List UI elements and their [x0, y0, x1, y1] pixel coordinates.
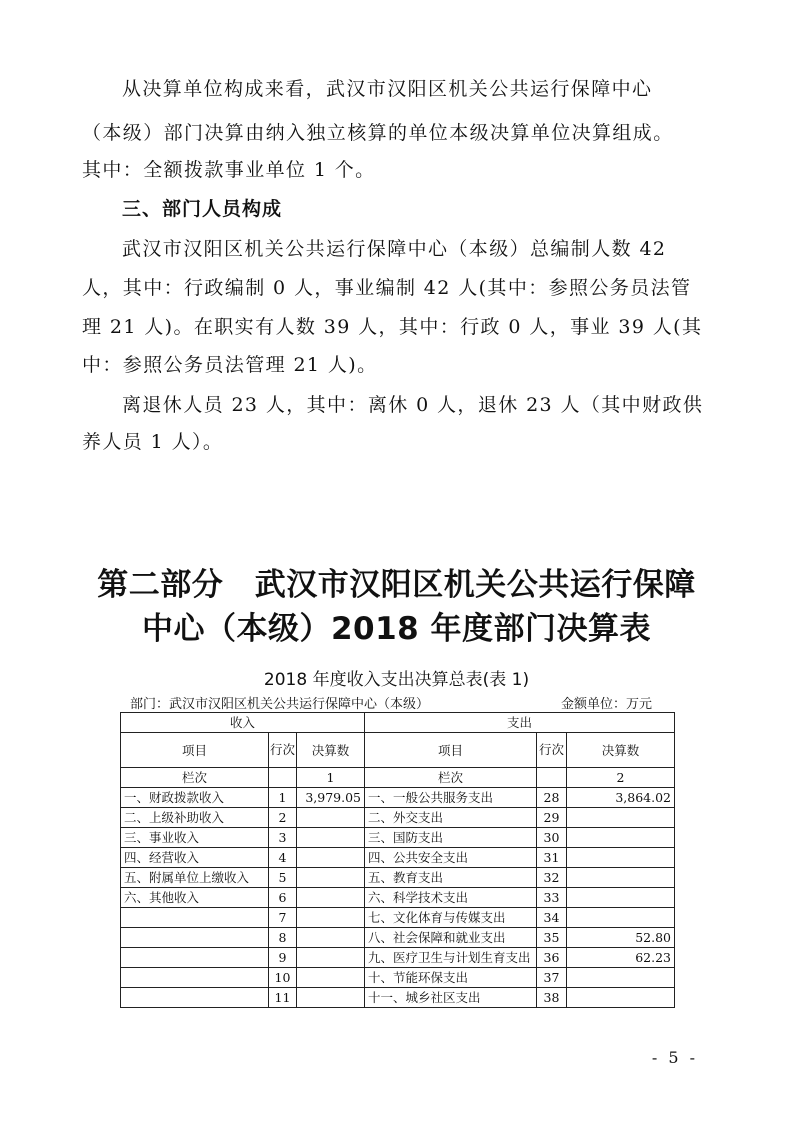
table-row	[121, 908, 675, 928]
expense-line-no: 38	[537, 988, 567, 1008]
income-item: 六、其他收入	[121, 888, 269, 908]
expense-item: 十一、城乡社区支出	[365, 988, 537, 1008]
table-row	[121, 988, 675, 1008]
income-item	[121, 928, 269, 948]
expense-amount: 52.80	[567, 928, 675, 948]
expense-amount	[567, 868, 675, 888]
col-line-header: 行次	[269, 733, 297, 768]
income-line-no: 3	[269, 828, 297, 848]
department-label: 部门：武汉市汉阳区机关公共运行保障中心（本级）	[130, 697, 430, 712]
table-header-row	[121, 713, 675, 733]
lanci-row	[121, 768, 675, 788]
income-expense-table	[120, 712, 675, 1008]
table-row	[121, 868, 675, 888]
table-row	[121, 788, 675, 808]
col-item-header: 项目	[365, 733, 537, 768]
expense-item: 二、外交支出	[365, 808, 537, 828]
table-row	[121, 828, 675, 848]
paragraph-line: 中：参照公务员法管理 21 人)。	[82, 354, 378, 376]
expense-amount	[567, 888, 675, 908]
expense-amount	[567, 848, 675, 868]
income-line-no: 6	[269, 888, 297, 908]
table-row	[121, 968, 675, 988]
expense-line-no: 34	[537, 908, 567, 928]
income-amount	[297, 808, 365, 828]
col-item-header: 项目	[121, 733, 269, 768]
expense-line-no: 36	[537, 948, 567, 968]
income-line-no: 10	[269, 968, 297, 988]
income-item	[121, 908, 269, 928]
expense-line-no: 28	[537, 788, 567, 808]
paragraph-line: 离退休人员 23 人，其中：离休 0 人，退休 23 人（其中财政供	[122, 394, 704, 416]
lanci-number: 1	[297, 768, 365, 788]
income-line-no: 11	[269, 988, 297, 1008]
income-amount: 3,979.05	[297, 788, 365, 808]
part-title-line2: 中心（本级）2018 年度部门决算表	[141, 611, 652, 647]
income-amount	[297, 908, 365, 928]
expense-amount: 62.23	[567, 948, 675, 968]
income-amount	[297, 988, 365, 1008]
expense-line-no: 33	[537, 888, 567, 908]
table-row	[121, 888, 675, 908]
table-row	[121, 948, 675, 968]
paragraph-line: 其中：全额拨款事业单位 1 个。	[82, 159, 376, 181]
lanci-number: 2	[567, 768, 675, 788]
table-row	[121, 928, 675, 948]
income-item: 一、财政拨款收入	[121, 788, 269, 808]
income-item: 三、事业收入	[121, 828, 269, 848]
table-row	[121, 808, 675, 828]
expense-amount	[567, 908, 675, 928]
paragraph-line: 理 21 人)。在职实有人数 39 人，其中：行政 0 人，事业 39 人(其	[82, 316, 703, 338]
expense-item: 三、国防支出	[365, 828, 537, 848]
expense-item: 七、文化体育与传媒支出	[365, 908, 537, 928]
expense-item: 一、一般公共服务支出	[365, 788, 537, 808]
expense-item: 六、科学技术支出	[365, 888, 537, 908]
lanci-label: 栏次	[121, 768, 269, 788]
expense-item: 十、节能环保支出	[365, 968, 537, 988]
col-amount-header: 决算数	[567, 733, 675, 768]
section-heading: 三、部门人员构成	[122, 198, 283, 220]
paragraph-line: 养人员 1 人）。	[82, 431, 224, 453]
expense-line-no: 35	[537, 928, 567, 948]
column-header-row	[121, 733, 675, 768]
income-amount	[297, 888, 365, 908]
income-line-no: 8	[269, 928, 297, 948]
income-line-no: 4	[269, 848, 297, 868]
paragraph-line: 从决算单位构成来看，武汉市汉阳区机关公共运行保障中心	[122, 78, 653, 100]
expense-amount	[567, 988, 675, 1008]
lanci-label: 栏次	[365, 768, 537, 788]
income-line-no: 9	[269, 948, 297, 968]
income-line-no: 2	[269, 808, 297, 828]
amount-unit-label: 金额单位：万元	[561, 697, 653, 712]
expense-header: 支出	[365, 713, 675, 733]
expense-amount	[567, 968, 675, 988]
paragraph-line: 人，其中：行政编制 0 人，事业编制 42 人(其中：参照公务员法管	[82, 277, 692, 299]
expense-item: 五、教育支出	[365, 868, 537, 888]
income-item: 五、附属单位上缴收入	[121, 868, 269, 888]
income-amount	[297, 848, 365, 868]
income-item: 二、上级补助收入	[121, 808, 269, 828]
paragraph-line: （本级）部门决算由纳入独立核算的单位本级决算单位决算组成。	[82, 122, 674, 144]
income-line-no: 1	[269, 788, 297, 808]
expense-amount	[567, 808, 675, 828]
col-amount-header: 决算数	[297, 733, 365, 768]
income-amount	[297, 828, 365, 848]
expense-item: 四、公共安全支出	[365, 848, 537, 868]
expense-amount	[567, 828, 675, 848]
expense-amount: 3,864.02	[567, 788, 675, 808]
income-amount	[297, 928, 365, 948]
income-amount	[297, 968, 365, 988]
page-number: - 5 -	[651, 1048, 698, 1067]
expense-line-no: 37	[537, 968, 567, 988]
expense-line-no: 29	[537, 808, 567, 828]
col-line-header: 行次	[537, 733, 567, 768]
income-amount	[297, 948, 365, 968]
expense-item: 八、社会保障和就业支出	[365, 928, 537, 948]
income-amount	[297, 868, 365, 888]
expense-item: 九、医疗卫生与计划生育支出	[365, 948, 537, 968]
expense-line-no: 32	[537, 868, 567, 888]
paragraph-line: 武汉市汉阳区机关公共运行保障中心（本级）总编制人数 42	[122, 238, 667, 260]
expense-line-no: 31	[537, 848, 567, 868]
table-row	[121, 848, 675, 868]
table-title: 2018 年度收入支出决算总表(表 1)	[263, 670, 530, 690]
income-item	[121, 988, 269, 1008]
income-line-no: 7	[269, 908, 297, 928]
income-item: 四、经营收入	[121, 848, 269, 868]
part-title-line1: 第二部分 武汉市汉阳区机关公共运行保障	[97, 567, 696, 603]
income-line-no: 5	[269, 868, 297, 888]
income-item	[121, 968, 269, 988]
income-item	[121, 948, 269, 968]
expense-line-no: 30	[537, 828, 567, 848]
income-header: 收入	[121, 713, 365, 733]
